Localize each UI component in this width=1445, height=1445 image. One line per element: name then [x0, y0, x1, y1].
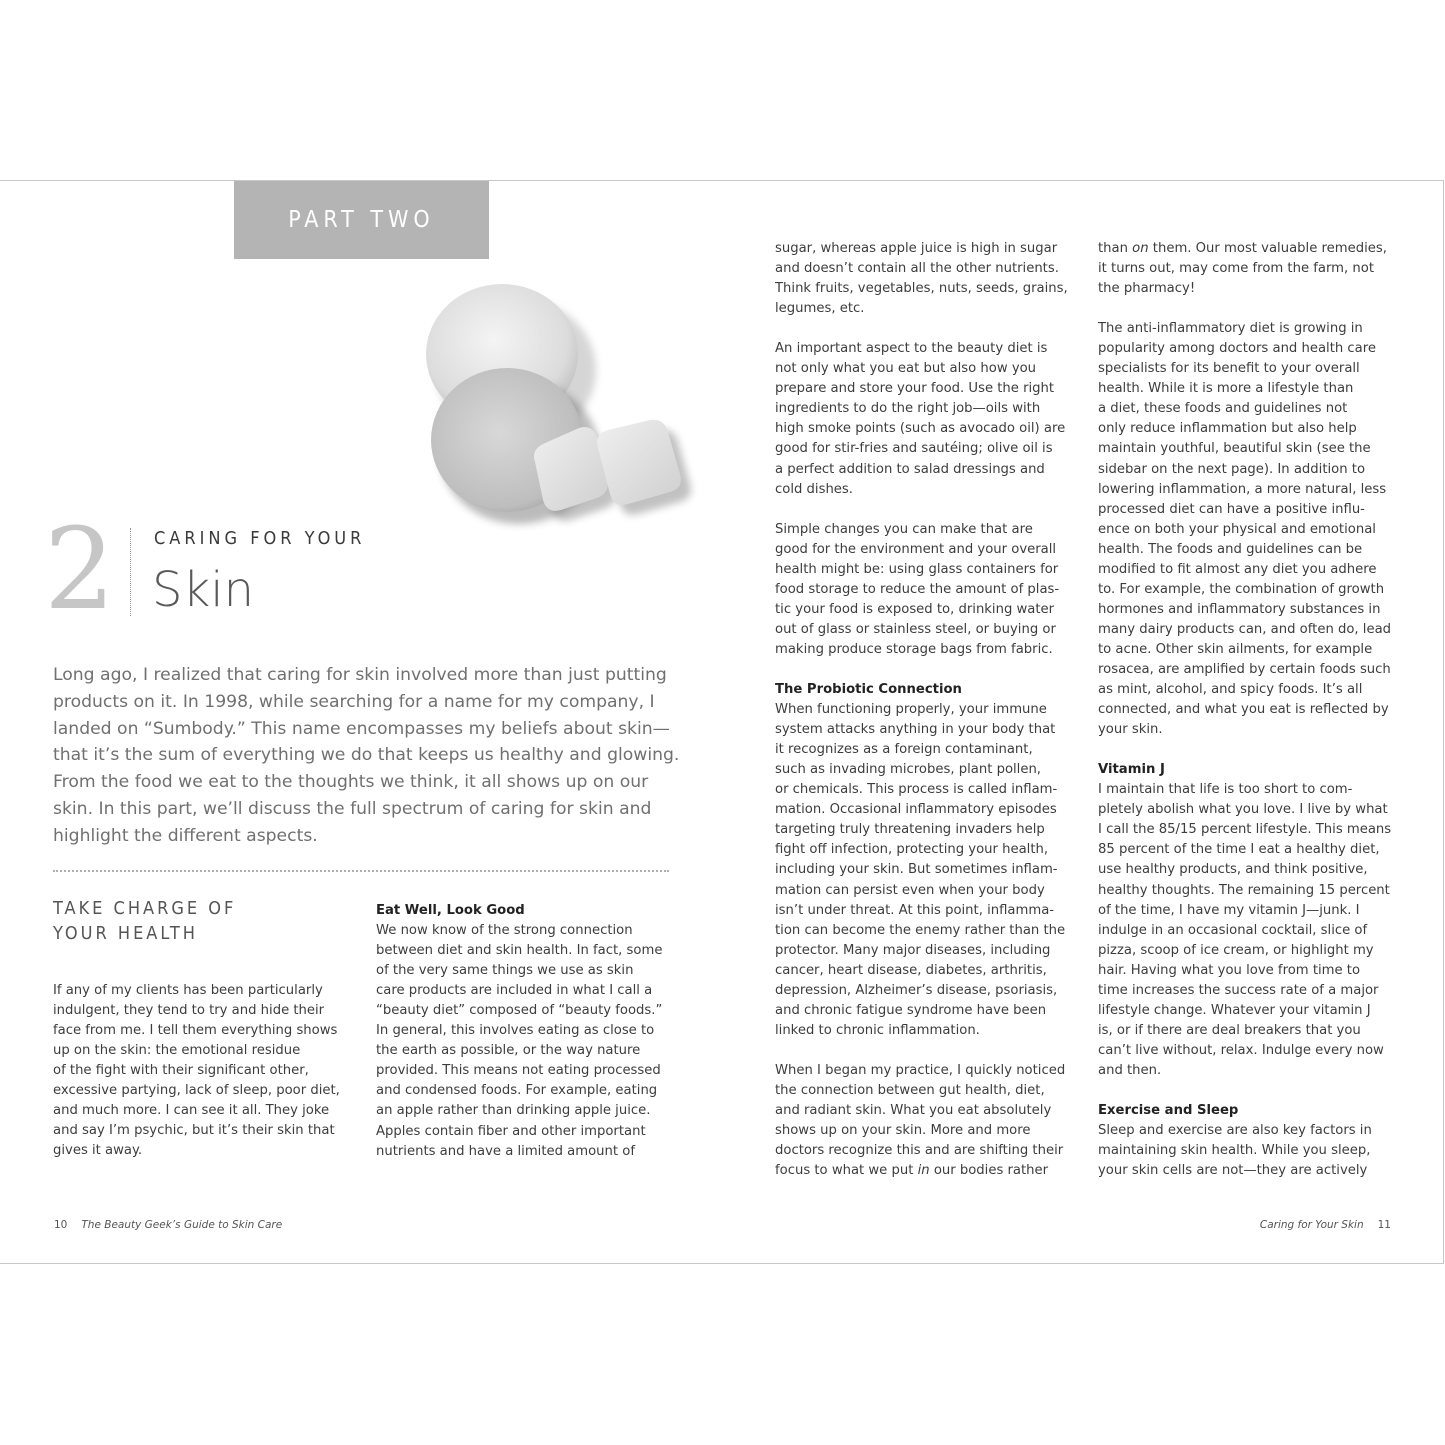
footer-right — [1260, 1219, 1405, 1231]
section-heading — [53, 896, 236, 946]
text-line: and then. — [1098, 1062, 1162, 1078]
text-line: sugar, whereas apple juice is high in sugar — [775, 241, 1058, 256]
text-line: Think fruits, vegetables, nuts, seeds, grains, — [775, 281, 1068, 297]
page-number-left: 10 — [54, 1219, 68, 1231]
text-line: use healthy products, and think positive, — [1098, 862, 1368, 878]
intro-line: highlight the different aspects. — [53, 825, 318, 846]
text-line: your skin cells are not—they are actively — [1098, 1163, 1368, 1179]
text-line: shows up on your skin. More and more — [775, 1123, 1031, 1139]
text-line: out of glass or stainless steel, or buying or — [775, 621, 1056, 637]
text-line: to acne. Other skin ailments, for example — [1098, 641, 1373, 657]
col3-paragraph — [775, 239, 1075, 319]
text-line: of the time, I have my vitamin J—junk. I — [1098, 902, 1360, 918]
text-line: can’t live without, relax. Indulge every now — [1098, 1042, 1384, 1058]
text-line: lowering inflammation, a more natural, less — [1098, 481, 1387, 497]
text-line: When functioning properly, your immune — [775, 702, 1047, 718]
text-line: including your skin. But sometimes inflam- — [775, 862, 1058, 878]
text-line: indulge in an occasional cocktail, slice of — [1098, 922, 1368, 938]
col4-heading: Vitamin J — [1098, 762, 1165, 778]
text-line: your skin. — [1098, 722, 1163, 738]
text-line: ingredients to do the right job—oils with — [775, 401, 1041, 417]
text-run: focus to what we put — [775, 1163, 918, 1179]
col4-paragraph — [1098, 239, 1398, 299]
intro-line: Long ago, I realized that caring for skin involved more than just putting — [53, 665, 667, 685]
text-line: excessive partying, lack of sleep, poor diet, — [53, 1083, 340, 1099]
text-run: them. Our most valuable remedies, — [1148, 241, 1387, 256]
text-line: lifestyle change. Whatever your vitamin J — [1098, 1002, 1371, 1018]
text-line: mation. Occasional inflammatory episodes — [775, 802, 1057, 818]
text-line: nutrients and have a limited amount of — [376, 1143, 635, 1159]
text-line: popularity among doctors and health care — [1098, 341, 1377, 357]
text-line: Simple changes you can make that are — [775, 521, 1033, 537]
text-line: health. While it is more a lifestyle than — [1098, 381, 1354, 397]
chapter-number: 2 — [44, 505, 116, 635]
text-line: an apple rather than drinking apple juice. — [376, 1103, 651, 1119]
text-run: than — [1098, 241, 1133, 256]
text-line: An important aspect to the beauty diet is — [775, 341, 1048, 357]
intro-line: From the food we eat to the thoughts we think, it all shows up on our — [53, 772, 649, 793]
text-line: the earth as possible, or the way nature — [376, 1043, 641, 1059]
text-line: rosacea, are amplified by certain foods such — [1098, 661, 1391, 677]
text-line: many dairy products can, and often do, lead — [1098, 621, 1392, 637]
col3-paragraph — [775, 1061, 1075, 1181]
text-line: We now know of the strong connection — [376, 923, 633, 939]
text-line: a perfect addition to salad dressings and — [775, 461, 1045, 477]
text-line: Apples contain fiber and other important — [376, 1123, 646, 1139]
text-line: up on the skin: the emotional residue — [53, 1043, 301, 1059]
text-line: indulgent, they tend to try and hide their — [53, 1003, 325, 1019]
col3-paragraph — [775, 700, 1075, 1041]
text-line: good for stir-fries and sautéing; olive oil is — [775, 441, 1053, 457]
text-line: only reduce inflammation but also help — [1098, 421, 1357, 437]
text-line: it recognizes as a foreign contaminant, — [775, 742, 1033, 758]
text-line: not only what you eat but also how you — [775, 361, 1037, 377]
text-line: Sleep and exercise are also key factors in — [1098, 1123, 1372, 1139]
text-line: connected, and what you eat is reflected by — [1098, 702, 1389, 718]
text-line: health might be: using glass containers for — [775, 561, 1059, 577]
text-line: time increases the success rate of a major — [1098, 982, 1379, 998]
text-line: tion can become the enemy rather than the — [775, 922, 1066, 938]
text-line: gives it away. — [53, 1143, 143, 1159]
text-line — [775, 1161, 1075, 1181]
text-line — [1098, 239, 1398, 259]
text-line: between diet and skin health. In fact, some — [376, 943, 663, 959]
text-line: I call the 85/15 percent lifestyle. This means — [1098, 822, 1392, 838]
col4-paragraph — [1098, 319, 1398, 740]
footer-left — [40, 1219, 282, 1231]
text-line: legumes, etc. — [775, 301, 865, 317]
column-4 — [1098, 239, 1398, 1181]
running-title-right: Caring for Your Skin — [1259, 1219, 1364, 1231]
section-heading-line: YOUR HEALTH — [53, 923, 198, 944]
text-line: When I began my practice, I quickly noticed — [775, 1062, 1066, 1078]
text-line: hair. Having what you love from time to — [1098, 962, 1361, 978]
text-line: linked to chronic inflammation. — [775, 1022, 980, 1038]
makeup-sponges-photo — [415, 282, 700, 537]
text-line: modified to fit almost any diet you adhere — [1098, 561, 1377, 577]
col4-heading: Exercise and Sleep — [1098, 1103, 1239, 1119]
chapter-divider — [130, 528, 131, 616]
intro-line: landed on “Sumbody.” This name encompasses my beliefs about skin— — [53, 718, 670, 739]
text-line: maintaining skin health. While you sleep, — [1098, 1143, 1371, 1159]
text-line: such as invading microbes, plant pollen, — [775, 762, 1042, 778]
text-line: pletely abolish what you love. I live by what — [1098, 802, 1388, 818]
text-line: The anti-inflammatory diet is growing in — [1098, 321, 1363, 337]
text-line: and doesn’t contain all the other nutrients. — [775, 261, 1059, 277]
text-line: as mint, alcohol, and spicy foods. It’s all — [1098, 682, 1363, 698]
col2-paragraph — [376, 921, 676, 1162]
text-line: and condensed foods. For example, eating — [376, 1083, 658, 1099]
column-1 — [53, 981, 353, 1161]
text-line: and chronic fatigue syndrome have been — [775, 1002, 1047, 1018]
chapter-title: Skin — [152, 562, 255, 618]
text-line: sidebar on the next page). In addition to — [1098, 461, 1366, 477]
col3-paragraph — [775, 520, 1075, 660]
col2-heading: Eat Well, Look Good — [376, 903, 525, 918]
text-line: and much more. I can see it all. They joke — [53, 1103, 330, 1119]
text-line: pizza, scoop of ice cream, or highlight my — [1098, 942, 1374, 958]
text-line: cancer, heart disease, diabetes, arthritis, — [775, 962, 1047, 978]
text-line: to. For example, the combination of growth — [1098, 581, 1385, 597]
text-line: system attacks anything in your body that — [775, 722, 1056, 738]
text-line: In general, this involves eating as close to — [376, 1023, 655, 1039]
column-2 — [376, 901, 676, 1162]
column-3 — [775, 239, 1075, 1181]
text-line: face from me. I tell them everything shows — [53, 1023, 338, 1039]
text-line: of the very same things we use as skin — [376, 963, 634, 979]
text-line: healthy thoughts. The remaining 15 percent — [1098, 882, 1390, 898]
text-line: I maintain that life is too short to com- — [1098, 782, 1353, 798]
text-line: tic your food is exposed to, drinking water — [775, 601, 1055, 617]
text-line: is, or if there are deal breakers that you — [1098, 1022, 1361, 1038]
text-line: a diet, these foods and guidelines not — [1098, 401, 1348, 417]
text-line: ence on both your physical and emotional — [1098, 521, 1376, 537]
text-line: fight off infection, protecting your health, — [775, 842, 1049, 858]
text-line: cold dishes. — [775, 481, 853, 497]
col3-heading: The Probiotic Connection — [775, 682, 962, 698]
col4-paragraph — [1098, 780, 1398, 1081]
text-line: hormones and inflammatory substances in — [1098, 601, 1381, 617]
text-line: the pharmacy! — [1098, 281, 1196, 297]
text-line: food storage to reduce the amount of plas- — [775, 581, 1060, 597]
text-line: maintain youthful, beautiful skin (see the — [1098, 441, 1371, 457]
text-line: 85 percent of the time I eat a healthy diet, — [1098, 842, 1380, 858]
intro-line: products on it. In 1998, while searching for a name for my company, I — [53, 691, 655, 712]
intro-line: that it’s the sum of everything we do that keeps us healthy and glowing. — [53, 745, 680, 766]
text-line: doctors recognize this and are shifting their — [775, 1143, 1064, 1159]
text-line: depression, Alzheimer’s disease, psoriasis, — [775, 982, 1058, 998]
col1-paragraph — [53, 981, 353, 1161]
text-line: mation can persist even when your body — [775, 882, 1045, 898]
page-number-right: 11 — [1377, 1219, 1391, 1231]
emphasis-text: on — [1132, 241, 1149, 256]
text-line: care products are included in what I call a — [376, 983, 653, 999]
text-line: protector. Many major diseases, including — [775, 942, 1051, 958]
text-line: health. The foods and guidelines can be — [1098, 541, 1363, 557]
dotted-rule — [53, 870, 669, 872]
part-banner: PART TWO — [234, 181, 489, 259]
text-line: and radiant skin. What you eat absolutely — [775, 1103, 1052, 1119]
section-heading-line: TAKE CHARGE OF — [53, 898, 237, 919]
intro-line: skin. In this part, we’ll discuss the full spectrum of caring for skin and — [53, 798, 652, 819]
text-line: specialists for its benefit to your overall — [1098, 361, 1360, 377]
text-line: the connection between gut health, diet, — [775, 1082, 1045, 1098]
text-line: or chemicals. This process is called inflam- — [775, 782, 1058, 798]
text-line: it turns out, may come from the farm, not — [1098, 261, 1374, 277]
text-line: prepare and store your food. Use the right — [775, 381, 1055, 397]
text-line: targeting truly threatening invaders help — [775, 822, 1045, 838]
intro-paragraph — [53, 662, 680, 850]
col3-paragraph — [775, 339, 1075, 499]
chapter-kicker: CARING FOR YOUR — [154, 528, 366, 549]
text-line: of the fight with their significant other, — [53, 1063, 309, 1079]
text-line: isn’t under threat. At this point, inflamma- — [775, 902, 1055, 918]
text-line: provided. This means not eating processed — [376, 1063, 661, 1079]
text-line: good for the environment and your overall — [775, 541, 1057, 557]
text-line: If any of my clients has been particularly — [53, 983, 323, 998]
text-line: “beauty diet” composed of “beauty foods.” — [376, 1003, 663, 1019]
text-run: our bodies rather — [929, 1163, 1049, 1179]
text-line: processed diet can have a positive influ- — [1098, 501, 1365, 517]
col4-paragraph — [1098, 1121, 1398, 1181]
emphasis-text: in — [917, 1163, 930, 1179]
text-line: high smoke points (such as avocado oil) are — [775, 421, 1066, 437]
text-line: and say I’m psychic, but it’s their skin that — [53, 1123, 335, 1139]
text-line: making produce storage bags from fabric. — [775, 641, 1053, 657]
running-title-left: The Beauty Geek’s Guide to Skin Care — [81, 1219, 283, 1231]
